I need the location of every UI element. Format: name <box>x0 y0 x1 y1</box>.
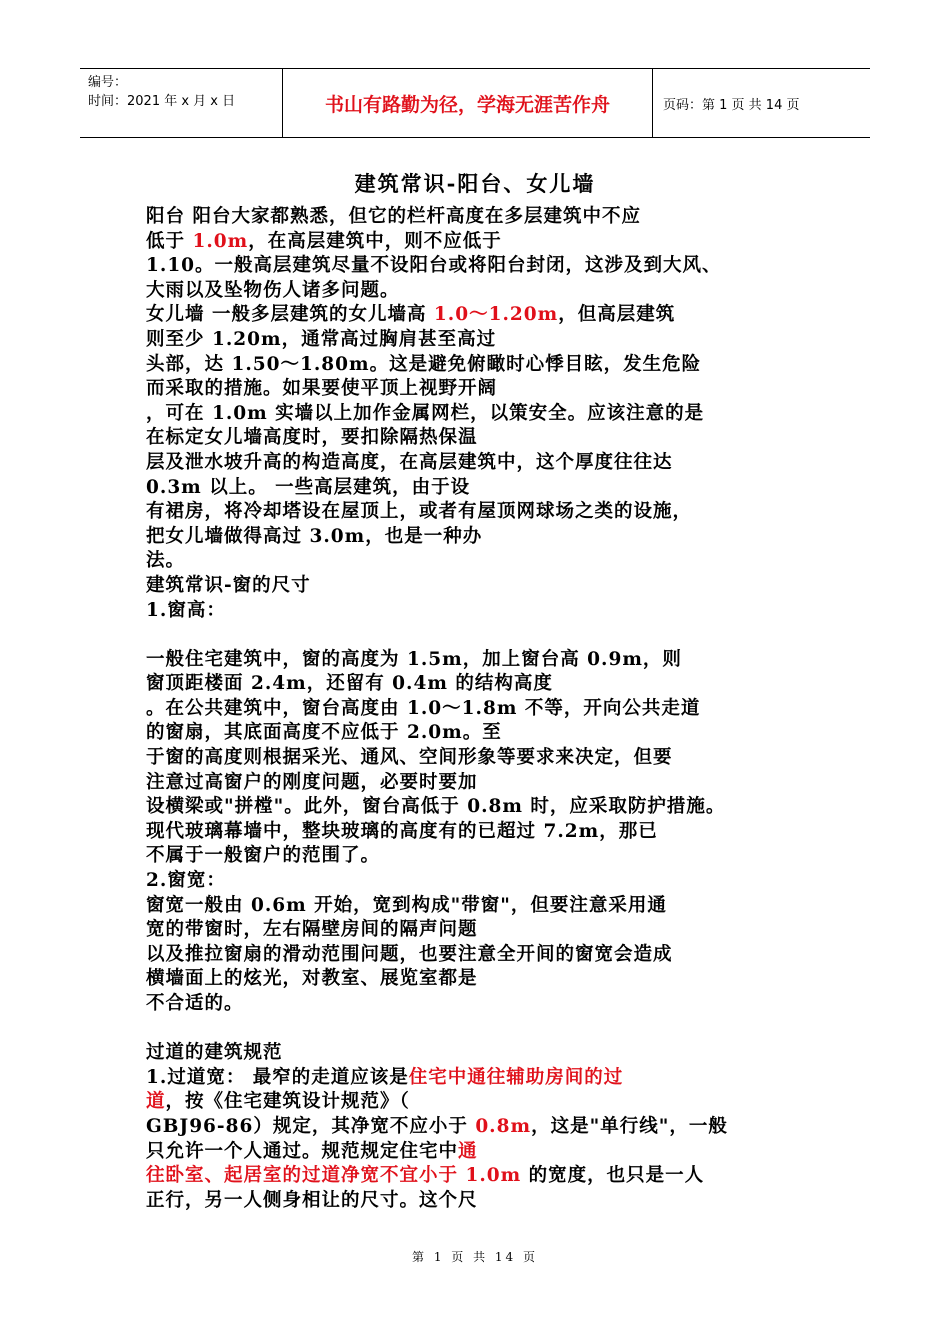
text-segment: 过道的建筑规范 <box>146 1042 283 1064</box>
text-line <box>146 1066 826 1091</box>
text-segment: 建筑常识-窗的尺寸 <box>146 574 311 596</box>
text-line <box>146 1115 826 1140</box>
date-label: 时间：2021 年 x 月 x 日 <box>88 94 236 109</box>
text-segment: 1.过道宽： 最窄的走道应该是 <box>146 1066 409 1088</box>
text-segment: 阳台 阳台大家都熟悉，但它的栏杆高度在多层建筑中不应 <box>146 206 641 227</box>
text-segment: 现代玻璃幕墙中，整块玻璃的高度有的已超过 7.2m，那已 <box>146 820 658 842</box>
text-segment: 大雨以及坠物伤人诸多问题。 <box>146 279 400 301</box>
text-line <box>146 574 826 599</box>
text-segment: ，这是"单行线"，一般 <box>531 1115 728 1137</box>
text-segment: ，在高层建筑中，则不应低于 <box>248 230 502 252</box>
highlighted-text: 0.8m <box>475 1115 532 1137</box>
text-segment: 设横梁或"拼樘"。此外，窗台高低于 0.8m 时，应采取防护措施。 <box>146 796 726 818</box>
text-line <box>146 869 826 894</box>
text-segment: ，按《住宅建筑设计规范》（ <box>165 1091 410 1113</box>
text-line <box>146 967 826 992</box>
blank-line <box>146 1017 826 1042</box>
highlighted-text: 住宅中通往辅助房间的过 <box>408 1066 624 1088</box>
text-line <box>146 1041 826 1066</box>
text-line <box>146 746 826 771</box>
document-body <box>146 205 826 1213</box>
text-segment: 2.窗宽： <box>146 870 226 892</box>
text-line <box>146 918 826 943</box>
text-segment: 0.3m 以上。 一些高层建筑，由于设 <box>146 476 471 498</box>
text-line <box>146 844 826 869</box>
text-line <box>146 1090 826 1115</box>
text-segment: 注意过高窗户的刚度问题，必要时要加 <box>146 771 478 793</box>
text-line <box>146 353 826 378</box>
text-line <box>146 426 826 451</box>
text-segment: 的窗扇，其底面高度不应低于 2.0m。至 <box>146 722 502 744</box>
text-segment: 不属于一般窗户的范围了。 <box>146 845 381 867</box>
text-line <box>146 1189 826 1214</box>
text-line <box>146 254 826 279</box>
text-segment: 窗顶距楼面 2.4m，还留有 0.4m 的结构高度 <box>146 673 553 695</box>
page-header <box>80 68 870 138</box>
text-segment: 一般住宅建筑中，窗的高度为 1.5m，加上窗台高 0.9m，则 <box>146 648 682 670</box>
text-line <box>146 1164 826 1189</box>
text-segment: 低于 <box>146 230 193 252</box>
text-segment: 正行，另一人侧身相让的尺寸。这个尺 <box>146 1189 478 1211</box>
text-segment: 有裙房，将冷却塔设在屋顶上，或者有屋顶网球场之类的设施， <box>146 501 693 523</box>
text-line <box>146 820 826 845</box>
highlighted-text: 往卧室、起居室的过道净宽不宜小于 1.0m <box>146 1165 522 1187</box>
text-segment: 层及泄水坡升高的构造高度，在高层建筑中，这个厚度往往达 <box>146 451 673 473</box>
text-line <box>146 500 826 525</box>
text-line <box>146 992 826 1017</box>
text-line <box>146 894 826 919</box>
header-page-info: 页码：第 1 页 共 14 页 <box>663 97 800 113</box>
text-line <box>146 230 826 255</box>
text-segment: 头部，达 1.50～1.80m。这是避免俯瞰时心悸目眩，发生危险 <box>146 353 702 375</box>
text-line <box>146 279 826 304</box>
text-segment: 宽的带窗时，左右隔壁房间的隔声问题 <box>146 919 478 941</box>
text-segment: 只允许一个人通过。规范规定住宅中 <box>146 1140 459 1162</box>
text-line <box>146 402 826 427</box>
text-segment: 在标定女儿墙高度时，要扣除隔热保温 <box>146 427 478 449</box>
text-line <box>146 549 826 574</box>
text-segment: ，可在 1.0m 实墙以上加作金属网栏，以策安全。应该注意的是 <box>146 402 705 424</box>
text-segment: 的宽度，也只是一人 <box>521 1165 705 1187</box>
text-line <box>146 943 826 968</box>
text-segment: 。在公共建筑中，窗台高度由 1.0～1.8m 不等，开向公共走道 <box>146 697 701 719</box>
highlighted-text: 通 <box>458 1140 478 1162</box>
header-motto: 书山有路勤为径，学海无涯苦作舟 <box>283 69 653 137</box>
text-segment: 1.窗高： <box>146 599 226 621</box>
highlighted-text: 道 <box>146 1091 166 1113</box>
text-line <box>146 451 826 476</box>
text-segment: 则至少 1.20m，通常高过胸肩甚至高过 <box>146 328 497 350</box>
document-title: 建筑常识-阳台、女儿墙 <box>354 171 596 196</box>
text-line <box>146 771 826 796</box>
text-segment: 法。 <box>146 550 186 572</box>
text-line <box>146 377 826 402</box>
page-footer: 第 1 页 共 14 页 <box>412 1250 538 1264</box>
text-line <box>146 525 826 550</box>
text-line <box>146 476 826 501</box>
text-line <box>146 721 826 746</box>
text-line <box>146 672 826 697</box>
text-line <box>146 328 826 353</box>
text-segment: 把女儿墙做得高过 3.0m，也是一种办 <box>146 525 483 547</box>
text-line <box>146 795 826 820</box>
text-segment: 1.10。一般高层建筑尽量不设阳台或将阳台封闭，这涉及到大风、 <box>146 255 722 277</box>
text-line <box>146 303 826 328</box>
blank-line <box>146 623 826 648</box>
highlighted-text: 1.0～1.20m <box>433 304 559 326</box>
text-segment: 横墙面上的炫光，对教室、展览室都是 <box>146 968 478 990</box>
text-segment: 窗宽一般由 0.6m 开始，宽到构成"带窗"，但要注意采用通 <box>146 894 667 916</box>
text-line <box>146 205 826 230</box>
text-segment: GBJ96-86）规定，其净宽不应小于 <box>146 1115 476 1137</box>
text-line <box>146 697 826 722</box>
text-segment: 以及推拉窗扇的滑动范围问题，也要注意全开间的窗宽会造成 <box>146 943 673 965</box>
text-segment: 而采取的措施。如果要使平顶上视野开阔 <box>146 378 498 400</box>
text-segment: 女儿墙 一般多层建筑的女儿墙高 <box>146 304 434 326</box>
text-line <box>146 1140 826 1165</box>
text-segment: ，但高层建筑 <box>558 304 676 326</box>
text-line <box>146 648 826 673</box>
text-segment: 不合适的。 <box>146 993 244 1014</box>
number-label: 编号： <box>88 75 128 90</box>
text-segment: 于窗的高度则根据采光、通风、空间形象等要求来决定，但要 <box>146 747 673 769</box>
highlighted-text: 1.0m <box>192 230 249 252</box>
text-line <box>146 599 826 624</box>
header-meta <box>80 69 283 137</box>
